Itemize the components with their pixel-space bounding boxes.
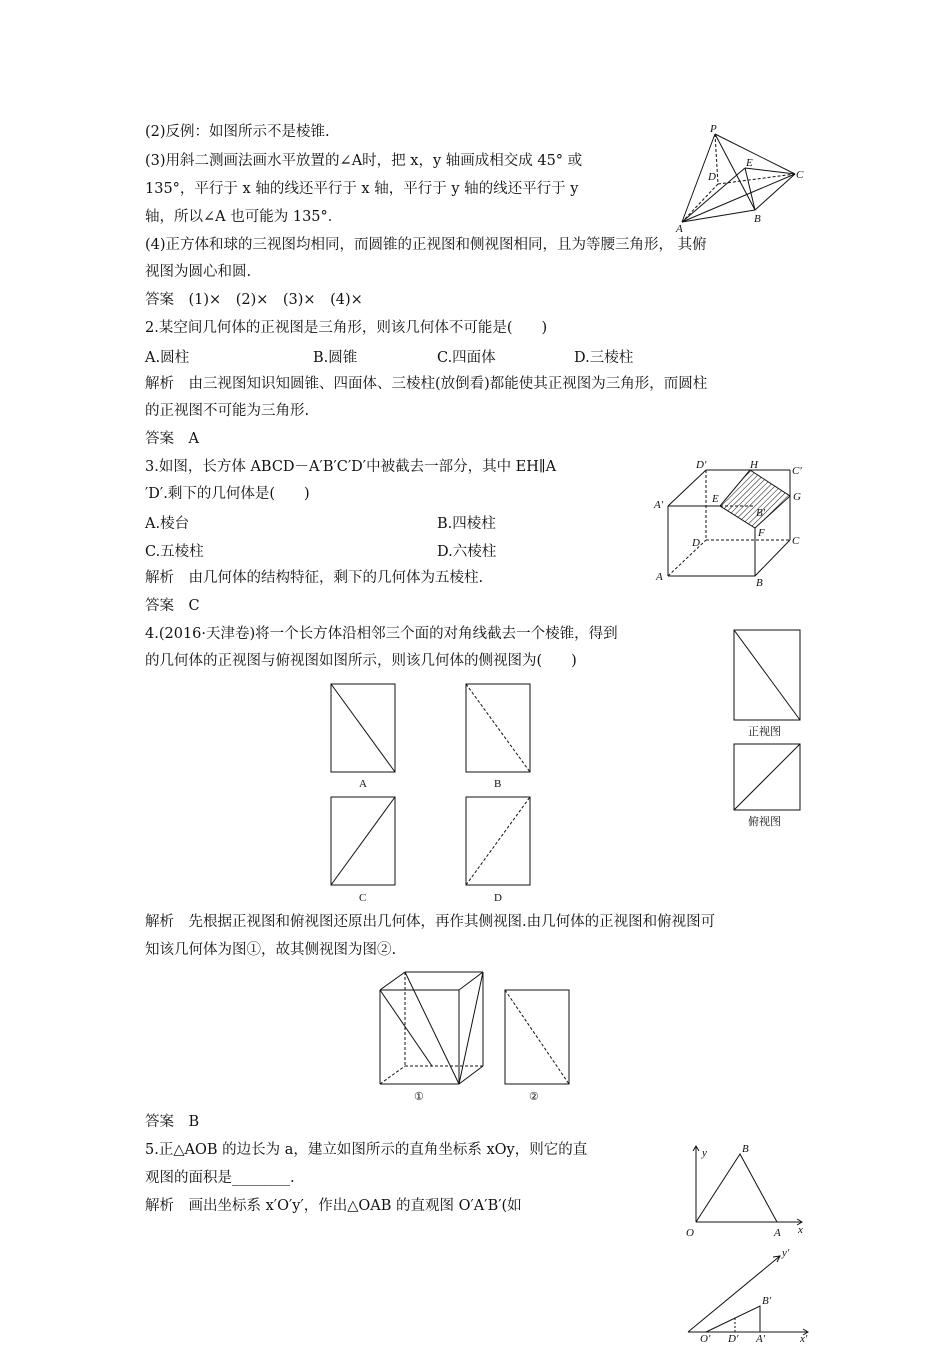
pyramid-figure — [670, 122, 810, 232]
q3-option-a: A.棱台 — [145, 516, 190, 532]
label-d-prime: D′ — [696, 459, 707, 471]
text-line: (4)正方体和球的三视图均相同，而圆锥的正视图和侧视图相同，且为等腰三角形， 其俯 — [145, 237, 707, 253]
cuboid-figure — [650, 458, 810, 588]
q2-solution: 的正视图不可能为三角形. — [145, 403, 310, 419]
label-p: P — [710, 123, 717, 135]
label-b: B — [756, 577, 763, 588]
question-3: ′D′.剩下的几何体是( ) — [145, 486, 310, 502]
question-3: 3.如图，长方体 ABCD－A′B′C′D′中被截去一部分，其中 EH∥A — [145, 459, 557, 475]
text-line: 135°，平行于 x 轴的线还平行于 x 轴，平行于 y 轴的线还平行于 y — [145, 181, 579, 197]
label-o-prime: O′ — [700, 1333, 711, 1344]
label-d-prime: D′ — [728, 1333, 739, 1344]
q3-solution: 解析 由几何体的结构特征，剩下的几何体为五棱柱. — [145, 570, 484, 586]
figure-1-label: ① — [414, 1091, 424, 1103]
q3-option-c: C.五棱柱 — [145, 544, 204, 560]
q4-choices-figure — [325, 680, 545, 905]
q4-answer: 答案 B — [145, 1114, 200, 1130]
question-5: 5.正△AOB 的边长为 a，建立如图所示的直角坐标系 xOy，则它的直 — [145, 1142, 588, 1158]
q2-solution: 解析 由三视图知识知圆锥、四面体、三棱柱(放倒看)都能使其正视图为三角形，而圆柱 — [145, 376, 708, 392]
question-4: 的几何体的正视图与俯视图如图所示，则该几何体的侧视图为( ) — [145, 653, 577, 669]
q3-answer: 答案 C — [145, 598, 200, 614]
label-a-prime: A′ — [654, 499, 664, 511]
label-a: A — [676, 223, 683, 232]
choice-c-label: C — [359, 892, 367, 904]
q3-option-b: B.四棱柱 — [437, 516, 496, 532]
text-line: (3)用斜二测画法画水平放置的∠A时，把 x，y 轴画成相交成 45° 或 — [145, 153, 583, 169]
label-a: A — [774, 1227, 781, 1239]
question-5: 观图的面积是________. — [145, 1170, 295, 1186]
label-c-prime: C′ — [792, 465, 802, 477]
label-b-prime: B′ — [756, 507, 766, 519]
choice-d-label: D — [494, 892, 502, 904]
label-e: E — [746, 157, 753, 169]
choice-b-label: B — [494, 778, 502, 790]
label-a: A — [656, 571, 663, 583]
label-g: G — [793, 491, 801, 503]
answer-line: 答案 (1)× (2)× (3)× (4)× — [145, 292, 363, 308]
q5-oblique-figure — [680, 1244, 815, 1344]
label-d: D — [692, 537, 700, 549]
front-view-caption: 正视图 — [748, 726, 781, 738]
label-b-prime: B′ — [762, 1295, 772, 1307]
label-b: B — [754, 213, 761, 225]
text-line: 轴，所以∠A 也可能为 135°． — [145, 209, 343, 225]
q5-solution: 解析 画出坐标系 x′O′y′，作出△OAB 的直观图 O′A′B′(如 — [145, 1198, 522, 1214]
figure-2-label: ② — [529, 1091, 539, 1103]
label-y-prime: y′ — [782, 1247, 790, 1259]
q2-option-c: C.四面体 — [437, 350, 496, 366]
text-line: (2)反例：如图所示不是棱锥. — [145, 124, 330, 140]
q2-answer: 答案 A — [145, 431, 199, 447]
q5-triangle-figure — [680, 1140, 810, 1240]
text-line: 视图为圆心和圆. — [145, 264, 252, 280]
choice-a-label: A — [359, 778, 367, 790]
q2-option-a: A.圆柱 — [145, 350, 190, 366]
question-4: 4.(2016·天津卷)将一个长方体沿相邻三个面的对角线截去一个棱锥，得到 — [145, 626, 618, 642]
q4-solution-figure — [372, 966, 582, 1106]
q2-option-b: B.圆锥 — [313, 350, 358, 366]
label-f: F — [758, 527, 765, 539]
label-a-prime: A′ — [756, 1333, 766, 1344]
label-e: E — [712, 493, 719, 505]
label-x-prime: x′ — [800, 1333, 808, 1344]
q4-solution: 解析 先根据正视图和俯视图还原出几何体，再作其侧视图.由几何体的正视图和俯视图可 — [145, 914, 716, 930]
label-b: B — [742, 1143, 749, 1155]
top-view-caption: 俯视图 — [748, 816, 781, 828]
label-c: C — [796, 169, 804, 181]
label-y: y — [702, 1147, 707, 1159]
q4-solution: 知该几何体为图①，故其侧视图为图②. — [145, 942, 397, 958]
label-d: D — [708, 171, 716, 183]
q2-option-d: D.三棱柱 — [574, 350, 634, 366]
label-h: H — [750, 459, 758, 471]
q4-views-figure — [728, 626, 808, 832]
label-x: x — [798, 1224, 803, 1236]
label-c: C — [792, 535, 800, 547]
label-o: O — [686, 1227, 694, 1239]
question-2: 2.某空间几何体的正视图是三角形，则该几何体不可能是( ) — [145, 320, 548, 336]
q3-option-d: D.六棱柱 — [437, 544, 497, 560]
